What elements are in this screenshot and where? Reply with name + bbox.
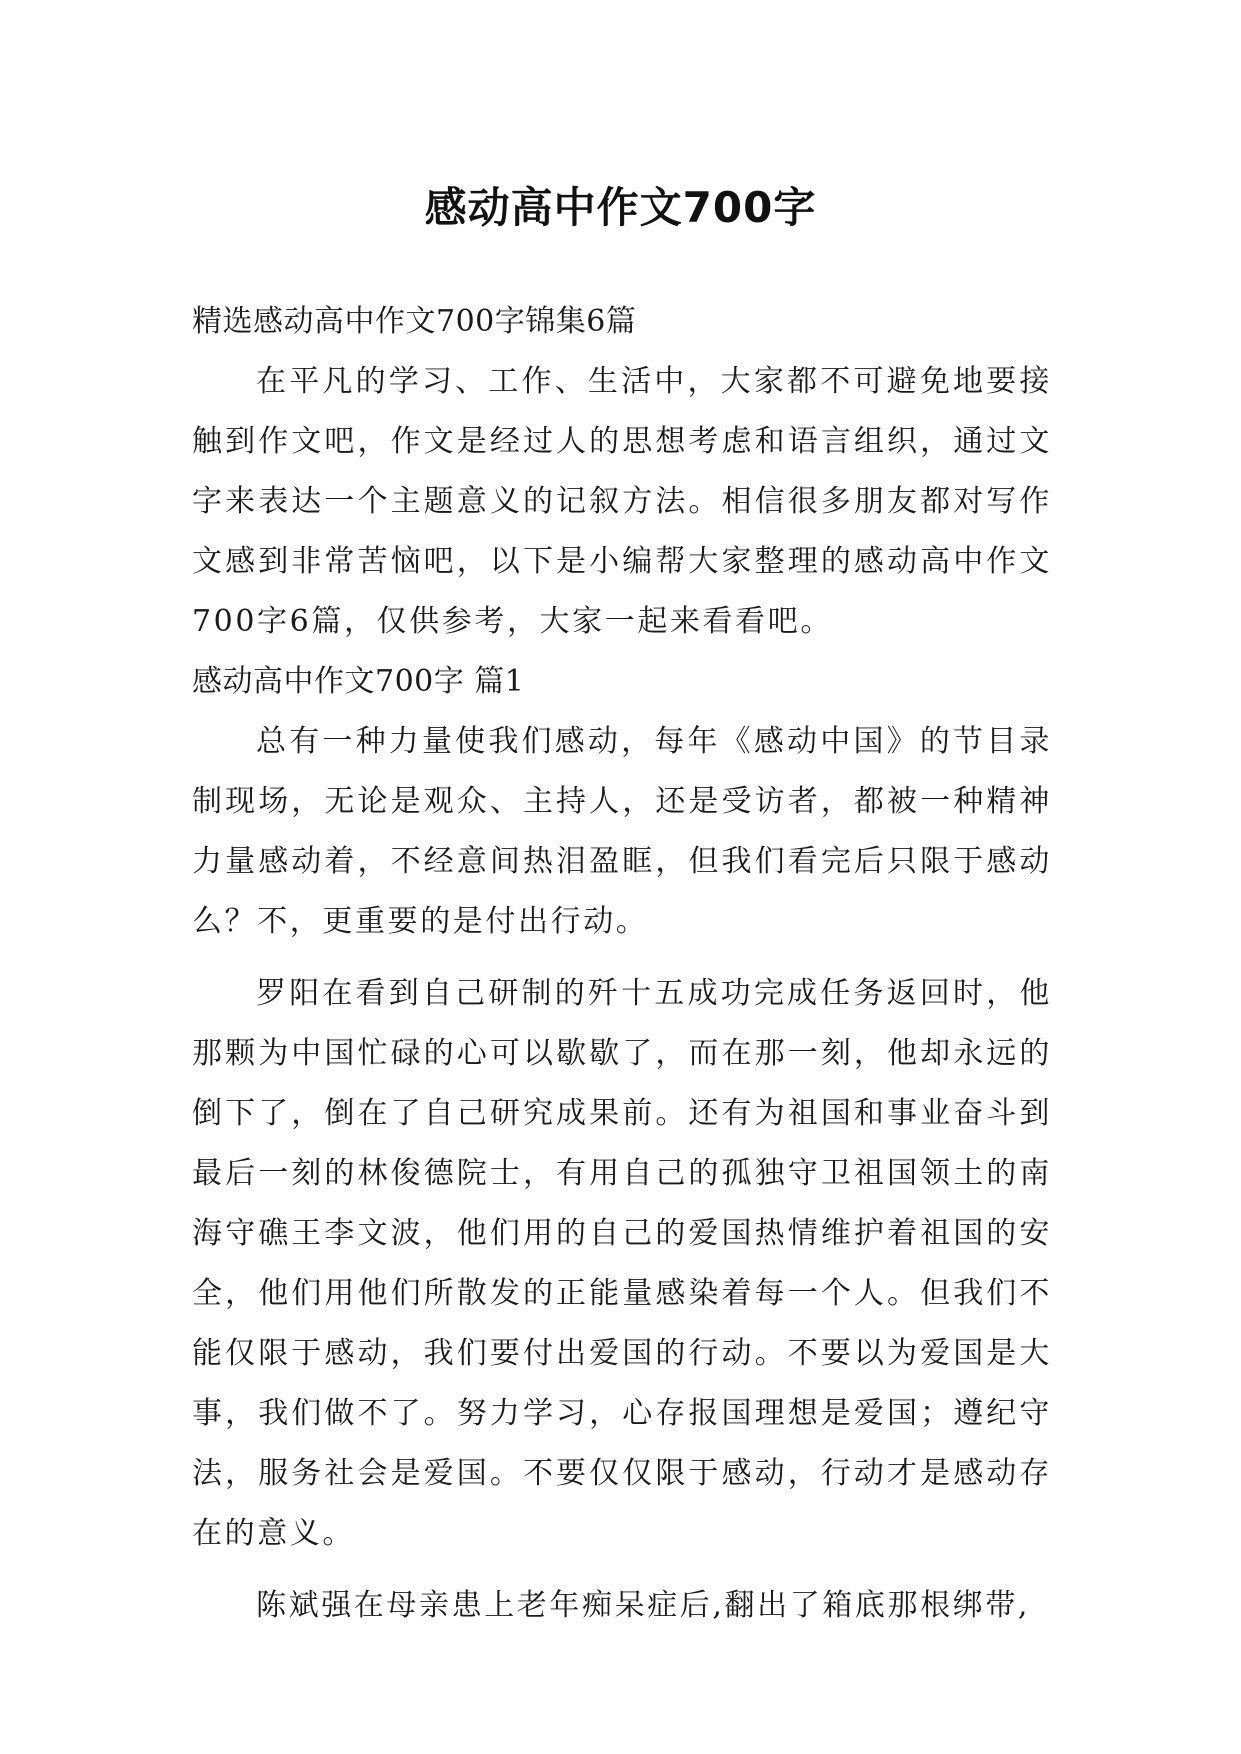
document-body: [192, 292, 1052, 1636]
document-subtitle: 精选感动高中作文700字锦集6篇: [192, 304, 637, 339]
body-paragraph: 总有一种力量使我们感动，每年《感动中国》的节目录制现场，无论是观众、主持人，还是受访者，都被一种精神力量感动着，不经意间热泪盈眶，但我们看完后只限于感动么？不，更重要的是付出行动。: [192, 724, 1052, 939]
body-paragraph: 陈斌强在母亲患上老年痴呆症后,翻出了箱底那根绑带,: [256, 1588, 1031, 1623]
intro-paragraph: 在平凡的学习、工作、生活中，大家都不可避免地要接触到作文吧，作文是经过人的思想考虑和语言组织，通过文字来表达一个主题意义的记叙方法。相信很多朋友都对写作文感到非常苦恼吧，以下是小编帮大家整理的感动高中作文700字6篇，仅供参考，大家一起来看看吧。: [192, 364, 1052, 639]
document-title: 感动高中作文700字: [424, 183, 817, 233]
body-paragraph: 罗阳在看到自己研制的歼十五成功完成任务返回时，他那颗为中国忙碌的心可以歇歇了，而在那一刻，他却永远的倒下了，倒在了自己研究成果前。还有为祖国和事业奋斗到最后一刻的林俊德院士，有用自己的孤独守卫祖国领土的南海守礁王李文波，他们用的自己的爱国热情维护着祖国的安全，他们用他们所散发的正能量感染着每一个人。但我们不能仅限于感动，我们要付出爱国的行动。不要以为爱国是大事，我们做不了。努力学习，心存报国理想是爱国；遵纪守法，服务社会是爱国。不要仅仅限于感动，行动才是感动存在的意义。: [192, 976, 1052, 1551]
section-heading: 感动高中作文700字 篇1: [192, 664, 525, 699]
paragraph-spacer: [192, 952, 1052, 964]
paragraph-spacer: [192, 1564, 1052, 1576]
